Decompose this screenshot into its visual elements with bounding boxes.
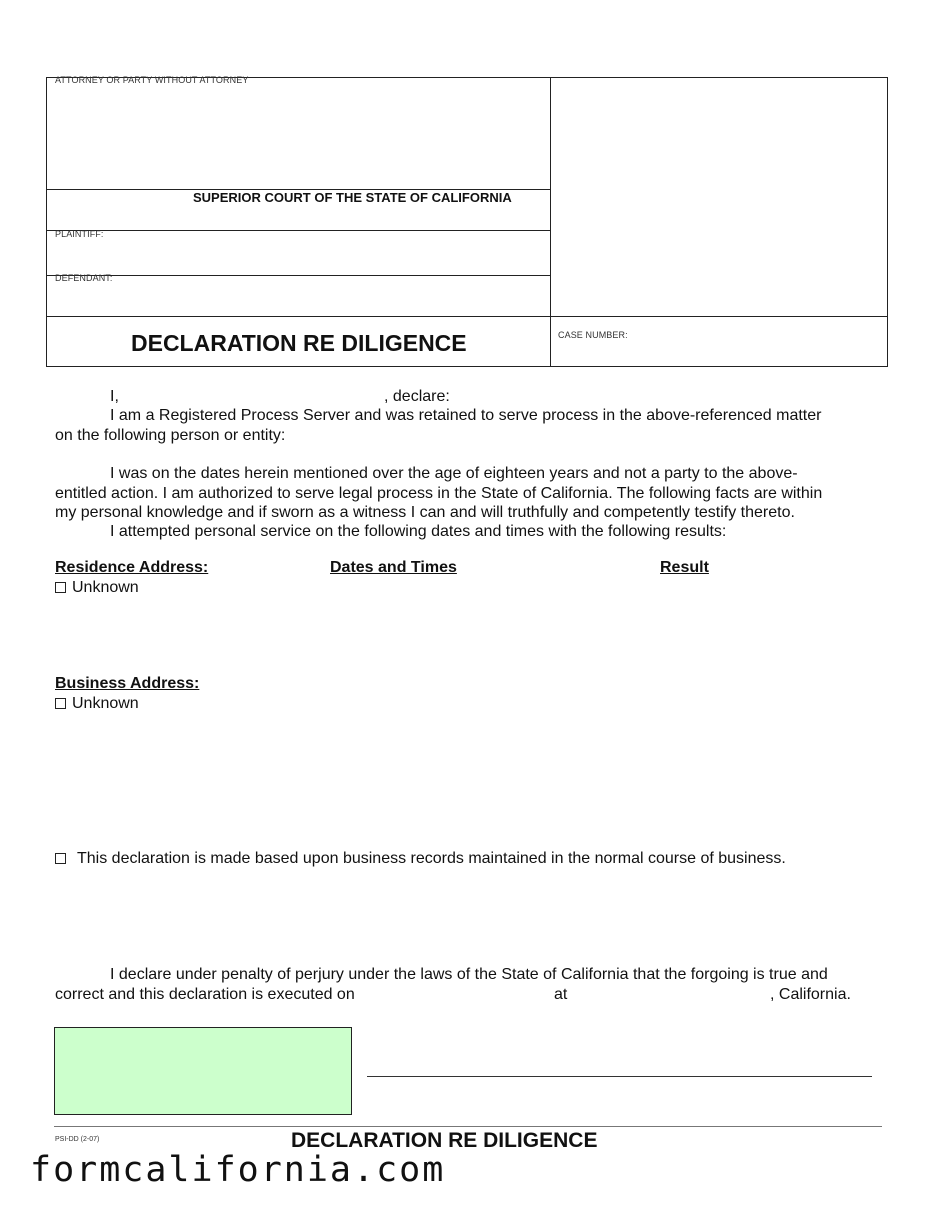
caption-box [46, 77, 888, 367]
case-number-field[interactable] [558, 342, 882, 362]
business-result-field[interactable] [660, 690, 880, 820]
residence-dates-field[interactable] [330, 580, 640, 670]
divider [47, 275, 550, 276]
perjury-statement-line-2: correct and this declaration is executed on [55, 986, 355, 1003]
divider [47, 316, 887, 317]
footer-title: DECLARATION RE DILIGENCE [291, 1129, 598, 1152]
execution-date-field[interactable] [375, 985, 550, 1005]
residence-address-field[interactable] [55, 600, 315, 670]
defendant-label: DEFENDANT: [55, 273, 113, 283]
server-info-box[interactable] [54, 1027, 352, 1115]
retained-paragraph: I am a Registered Process Server and was retained to serve process in the above-referenced matter [110, 407, 822, 424]
execution-at-label: at [554, 986, 568, 1003]
attorney-field[interactable] [55, 90, 543, 184]
caption-divider-vertical [550, 78, 551, 367]
divider [47, 230, 550, 231]
defendant-field[interactable] [55, 286, 543, 314]
perjury-statement-line-1: I declare under penalty of perjury under the laws of the State of California that the forgoing is true and [110, 966, 828, 983]
execution-state-label: , California. [770, 986, 851, 1003]
business-unknown-option[interactable] [55, 694, 139, 714]
qualification-line-2: entitled action. I am authorized to serve legal process in the State of California. The following facts are within [55, 485, 823, 502]
residence-result-field[interactable] [660, 580, 880, 670]
attempt-statement: I attempted personal service on the following dates and times with the following results: [110, 523, 727, 540]
qualification-line-1: I was on the dates herein mentioned over the age of eighteen years and not a party to the above- [110, 465, 798, 482]
watermark-text: formcalifornia.com [30, 1150, 446, 1190]
business-records-checkbox[interactable] [55, 853, 66, 864]
plaintiff-label: PLAINTIFF: [55, 229, 104, 239]
residence-unknown-label: Unknown [72, 579, 139, 596]
business-dates-field[interactable] [330, 690, 640, 820]
residence-address-heading: Residence Address: [55, 559, 209, 576]
business-address-heading: Business Address: [55, 675, 200, 692]
business-records-label: This declaration is made based upon business records maintained in the normal course of business. [77, 850, 786, 867]
business-unknown-checkbox[interactable] [55, 698, 66, 709]
result-heading: Result [660, 559, 709, 576]
business-records-option[interactable] [55, 849, 786, 869]
form-title: DECLARATION RE DILIGENCE [131, 330, 467, 356]
declarant-name-field[interactable] [124, 387, 382, 407]
declarant-suffix: , declare: [384, 388, 450, 405]
residence-unknown-checkbox[interactable] [55, 582, 66, 593]
attorney-label: ATTORNEY OR PARTY WITHOUT ATTORNEY [55, 75, 249, 85]
qualification-line-3: my personal knowledge and if sworn as a witness I can and will truthfully and competently testify thereto. [55, 504, 795, 521]
form-code: PSI-DD (2-07) [55, 1136, 100, 1143]
retained-paragraph-cont: on the following person or entity: [55, 427, 286, 444]
dates-times-heading: Dates and Times [330, 559, 457, 576]
declarant-prefix: I, [110, 388, 119, 405]
served-party-field[interactable] [300, 426, 860, 446]
footer-divider [54, 1126, 882, 1127]
signature-line[interactable] [367, 1076, 872, 1077]
residence-unknown-option[interactable] [55, 578, 139, 598]
court-name: SUPERIOR COURT OF THE STATE OF CALIFORNIA [193, 190, 512, 205]
case-number-label: CASE NUMBER: [558, 330, 628, 340]
plaintiff-field[interactable] [55, 242, 543, 272]
execution-city-field[interactable] [575, 985, 767, 1005]
business-address-field[interactable] [55, 716, 315, 816]
business-unknown-label: Unknown [72, 695, 139, 712]
court-use-field[interactable] [557, 82, 881, 312]
